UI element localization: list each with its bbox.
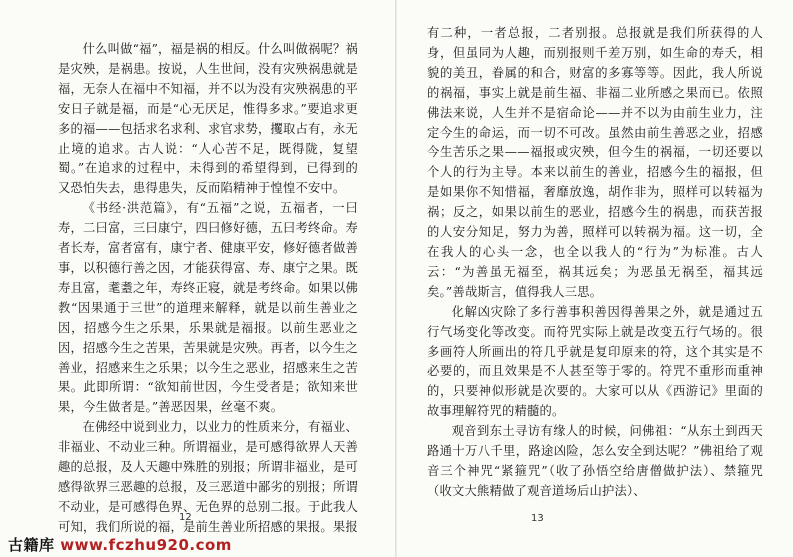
- left-paragraph-3: 在佛经中说到业力，以业力的性质来分，有福业、非福业、不动业三种。所谓福业，是可感得欲界人天善趣的总报，及人天趣中殊胜的别报；所谓非福业，是可感得欲界三恶趣的总报，及三恶道中鄙劣的别报；所谓不动业，是可感得色界、无色界的总别二报。于此我人可知，我们所说的福，是前生善业所招感的果报。果报: [58, 420, 358, 534]
- left-paragraph-2: 《书经·洪范篇》，有“五福”之说，五福者，一曰寿，二曰富，三曰康宁，四曰修好德，五曰考终命。寿者长寿，富者富有，康宁者、健康平安，修好德者做善事，以积德行善之因，才能获得富、寿、康宁之果。既寿且富，耄耋之年，寿终正寝，就是考终命。如果以佛教“因果通于三世”的道理来解释，就是以前生善业之因，招感今生之乐果，乐果就是福报。以前生恶业之因，招感今生之苦果，苦果就是灾殃。再者，以今生之善业，招感来生之乐果；以今生之恶业，招感来生之苦果。此即所谓：“欲知前世因，今生受者是；欲知来世果，今生做者是。”善恶因果，丝毫不爽。: [58, 201, 358, 415]
- right-page: [397, 0, 793, 557]
- right-paragraph-continuation: 有二种，一者总报，二者别报。总报就是我们所获得的人身，但虽同为人趣，而别报则千差万别，如生命的寿夭，相貌的美丑，眷属的和合，财富的多寡等等。因此，我人所说的祸福，事实上就是前生福、非福二业所感之果而已。依照佛法来说，人生并不是宿命论——并不以为由前生业力，注定今生的命运，而一切不可改。虽然由前生善恶之业，招感今生苦乐之果——福报或灾殃，但今生的祸福，一切还要以个人的行为主导。本来以前生的善业，招感今生的福报，但是如果你不知惜福，奢靡放逸，胡作非为，照样可以转福为祸；反之，如果以前生的恶业，招感今生的祸患，而获苦报的人安分知足，努力为善，照样可以转祸为福。这一切，全在我人的心头一念，也全以我人的“行为”为标准。古人云：“为善虽无福至，祸其远矣；为恶虽无祸至，福其远矣。”善哉斯言，值得我人三思。: [427, 26, 763, 299]
- right-page-text: [427, 24, 763, 502]
- right-page-number: 13: [531, 513, 544, 524]
- right-paragraph-2: 观音到东土寻访有缘人的时候，问佛祖：“从东土到西天路通十万八千里，路途凶险，怎么安全到达呢？”佛祖给了观音三个神咒“紧箍咒”（收了孙悟空给唐僧做护法）、禁箍咒（收文大熊精做了观音道场后山护法）、: [427, 424, 763, 498]
- watermark-site: www.fczhu920.com: [60, 536, 232, 554]
- left-page-number: 12: [179, 512, 192, 523]
- watermark-brand: 古籍库: [8, 536, 55, 554]
- right-paragraph-1: 化解凶灾除了多行善事积善因得善果之外，就是通过五行气场变化等改变。而符咒实际上就是改变五行气场的。很多画符人所画出的符几乎就是复印原来的符，这个其实是不必要的，而且效果是不人甚至等于零的。符咒不重形而重神的，只要神似形就是次要的。大家可以从《西游记》里面的故事理解符咒的精髓的。: [427, 304, 763, 419]
- left-paragraph-1: 什么叫做“福”，福是祸的相反。什么叫做祸呢？祸是灾殃，是祸患。按说，人生世间，没有灾殃祸患就是福，无奈人在福中不知福，并不以为没有灾殃祸患的平安日子就是福，而是“心无厌足，惟得多求。”要追求更多的福——包括求名求利、求官求势，攫取占有，永无止境的追求。古人说：“人心苦不足，既得陇，复望蜀。”在追求的过程中，未得到的希望得到，已得到的又恐怕失去，患得患失，反而陷精神于惶惶不安中。: [58, 42, 359, 196]
- left-page-text: [58, 40, 358, 538]
- site-watermark: [8, 534, 232, 555]
